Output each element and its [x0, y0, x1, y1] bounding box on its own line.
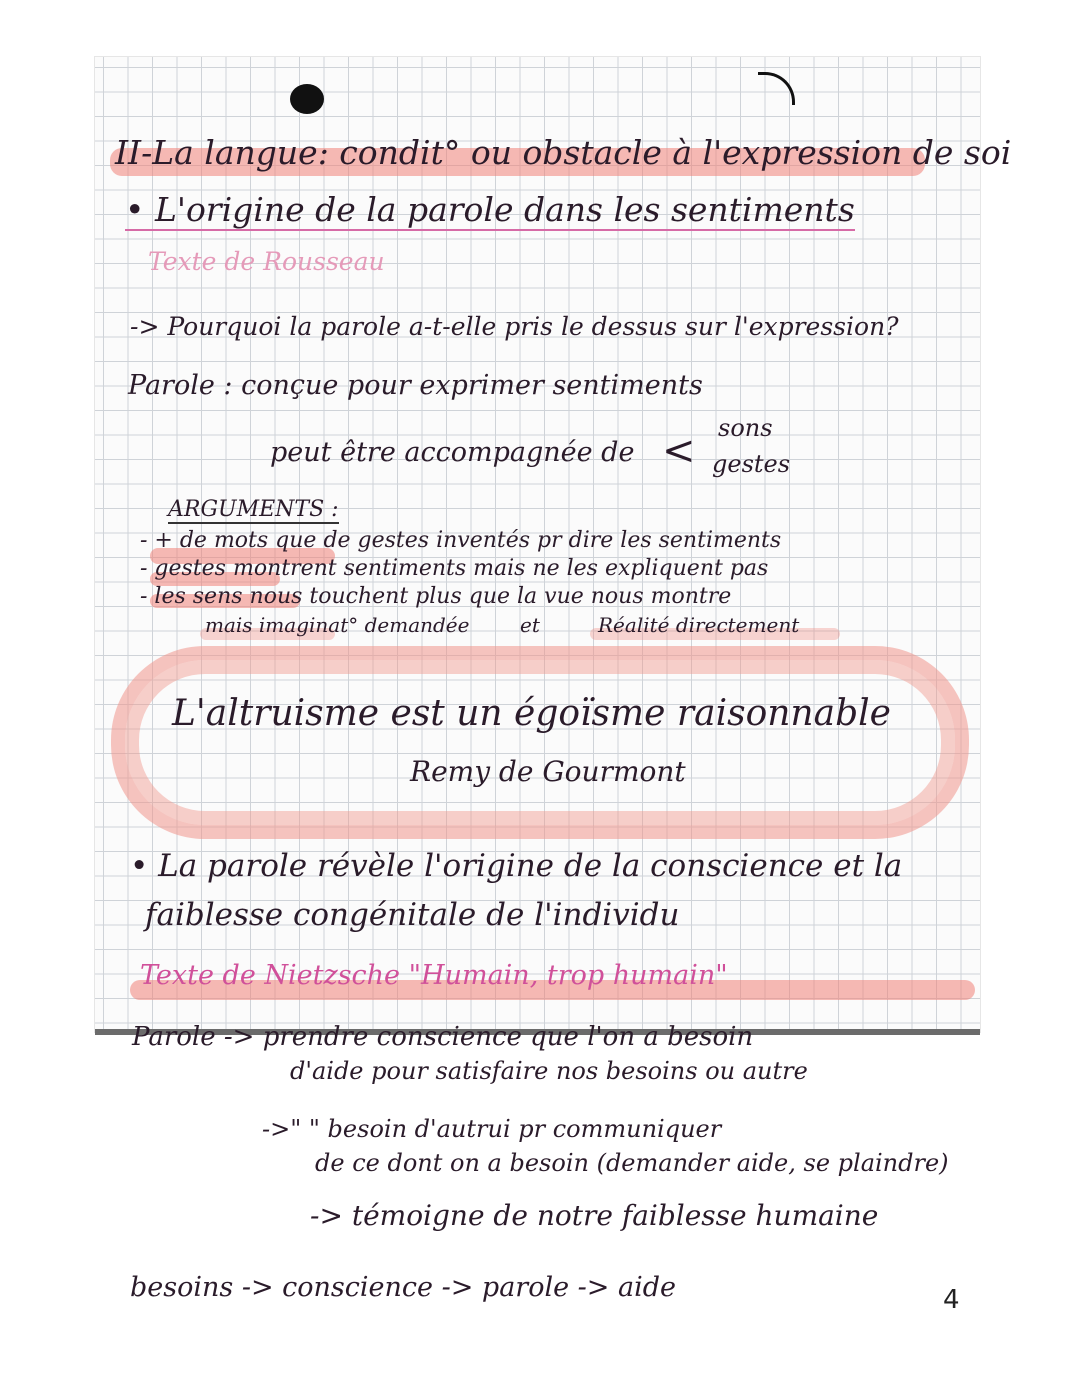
quote-text: L'altruisme est un égoïsme raisonnable	[172, 693, 891, 734]
arguments-title: ARGUMENTS :	[168, 497, 339, 522]
argument-2: - gestes montrent sentiments mais ne les expliquent pas	[140, 556, 769, 581]
section1-source: Texte de Rousseau	[148, 247, 385, 276]
branch-top: sons	[718, 414, 773, 442]
section1-question: -> Pourquoi la parole a-t-elle pris le dessus sur l'expression?	[130, 312, 899, 341]
section2-heading-1: • La parole révèle l'origine de la conscience et la	[130, 848, 903, 884]
argument-3: - les sens nous touchent plus que la vue nous montre	[140, 584, 732, 609]
section1-heading: • L'origine de la parole dans les sentiments	[125, 190, 855, 229]
section2-line2: d'aide pour satisfaire nos besoins ou autre	[290, 1057, 808, 1085]
section2-line3: ->" " besoin d'autrui pr communiquer	[262, 1115, 722, 1143]
section2-line4: de ce dont on a besoin (demander aide, se plaindre)	[315, 1149, 949, 1177]
punch-hole-icon	[290, 84, 324, 114]
page-number: 4	[943, 1285, 960, 1315]
section2-heading-2: faiblesse congénitale de l'individu	[145, 897, 680, 933]
argument-sub-right: Réalité directement	[598, 613, 800, 637]
branch-bottom: gestes	[712, 450, 791, 478]
section2-line5: -> témoigne de notre faiblesse humaine	[310, 1199, 879, 1232]
section1-accompanied: peut être accompagnée de	[270, 437, 635, 468]
bracket-icon: <	[662, 428, 696, 474]
page-title: II-La langue: condit° ou obstacle à l'expression de soi	[115, 133, 1012, 172]
section1-parole: Parole : conçue pour exprimer sentiments	[128, 370, 703, 401]
section2-source: Texte de Nietzsche "Humain, trop humain"	[140, 960, 728, 991]
section2-line1: Parole -> prendre conscience que l'on a besoin	[132, 1022, 754, 1052]
argument-1: - + de mots que de gestes inventés pr dire les sentiments	[140, 528, 782, 553]
argument-sub-left: mais imaginat° demandée	[205, 613, 470, 637]
quote-author: Remy de Gourmont	[410, 755, 686, 788]
section2-line6: besoins -> conscience -> parole -> aide	[130, 1272, 676, 1303]
quote-cloud	[125, 660, 955, 825]
argument-sub-mid: et	[520, 613, 540, 637]
